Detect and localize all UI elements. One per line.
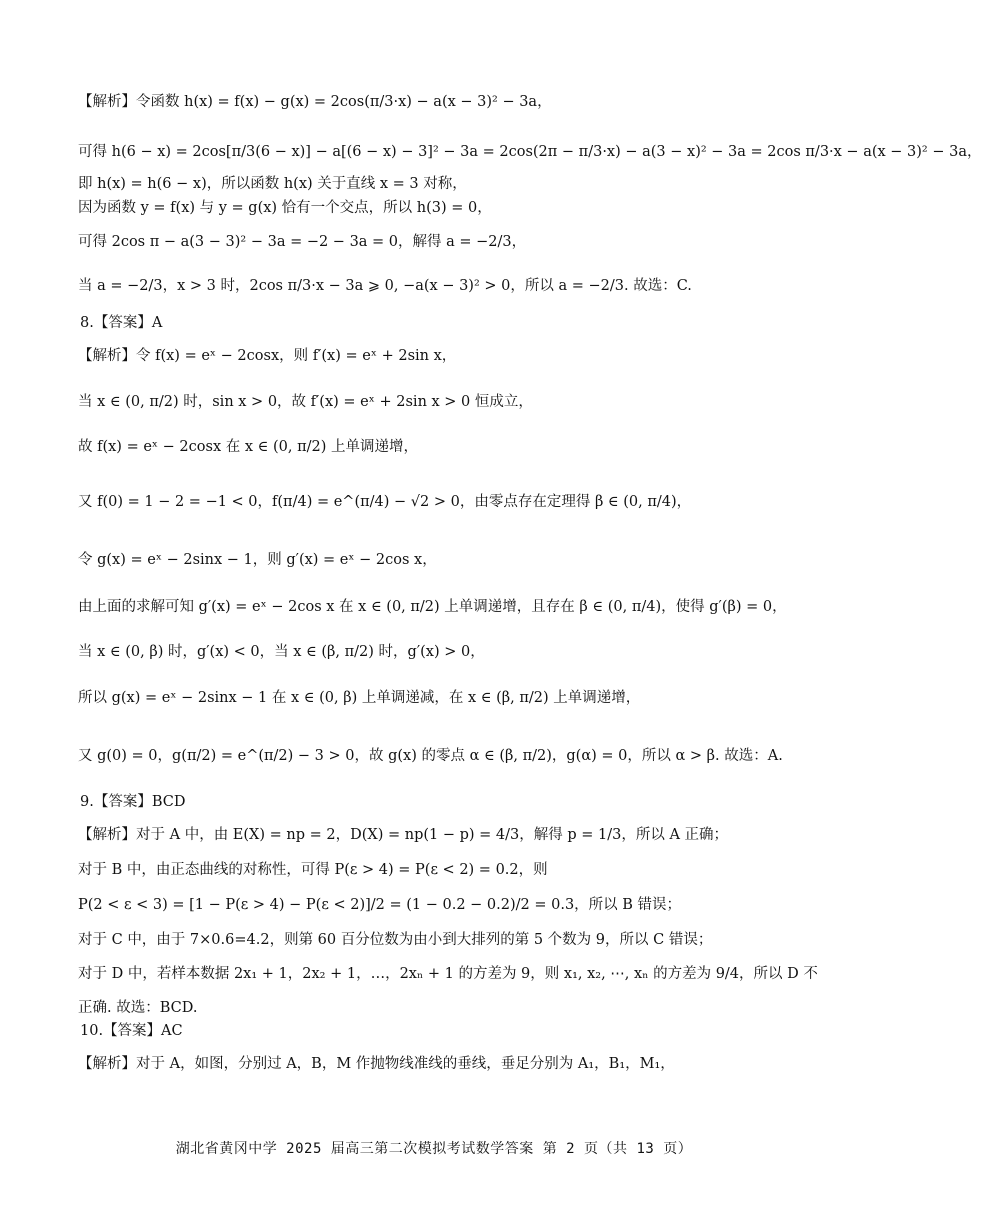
q9-analysis-line3: P(2 < ε < 3) = [1 − P(ε > 4) − P(ε < 2)]/2 = (1 − 0.2 − 0.2)/2 = 0.3，所以 B 错误； xyxy=(78,897,682,913)
q7-analysis-line1: 【解析】令函数 h(x) = f(x) − g(x) = 2cos(π/3·x) − a(x − 3)² − 3a， xyxy=(78,94,552,110)
q7-analysis-line5: 可得 2cos π − a(3 − 3)² − 3a = −2 − 3a = 0，解得 a = −2/3， xyxy=(78,234,527,250)
q9-analysis-line1: 【解析】对于 A 中，由 E(X) = np = 2，D(X) = np(1 − p) = 4/3，解得 p = 1/3，所以 A 正确； xyxy=(78,827,729,843)
q8-analysis-line6: 由上面的求解可知 g′(x) = eˣ − 2cos x 在 x ∈ (0, π/2) 上单调递增，且存在 β ∈ (0, π/4)，使得 g′(β) = 0， xyxy=(78,599,787,615)
q8-analysis-line9: 又 g(0) = 0，g(π/2) = e^(π/2) − 3 > 0，故 g(x) 的零点 α ∈ (β, π/2)，g(α) = 0，所以 α > β. 故选：A. xyxy=(78,748,783,764)
q8-analysis-line8: 所以 g(x) = eˣ − 2sinx − 1 在 x ∈ (0, β) 上单调递减，在 x ∈ (β, π/2) 上单调递增， xyxy=(78,690,641,706)
q9-answer-heading: 9.【答案】BCD xyxy=(80,794,186,810)
q7-analysis-line4: 因为函数 y = f(x) 与 y = g(x) 恰有一个交点，所以 h(3) = 0， xyxy=(78,200,492,216)
q8-analysis-line7: 当 x ∈ (0, β) 时，g′(x) < 0，当 x ∈ (β, π/2) 时，g′(x) > 0， xyxy=(78,644,485,660)
q7-analysis-line3: 即 h(x) = h(6 − x)，所以函数 h(x) 关于直线 x = 3 对称， xyxy=(78,176,467,192)
q8-analysis-line2: 当 x ∈ (0, π/2) 时，sin x > 0，故 f′(x) = eˣ + 2sin x > 0 恒成立， xyxy=(78,394,533,410)
q9-analysis-line5: 对于 D 中，若样本数据 2x₁ + 1，2x₂ + 1，…，2xₙ + 1 的方差为 9，则 x₁, x₂, ⋯, xₙ 的方差为 9/4，所以 D 不 xyxy=(78,966,818,982)
q8-analysis-line3: 故 f(x) = eˣ − 2cosx 在 x ∈ (0, π/2) 上单调递增， xyxy=(78,439,418,455)
q8-analysis-line5: 令 g(x) = eˣ − 2sinx − 1，则 g′(x) = eˣ − 2cos x， xyxy=(78,552,437,568)
q8-analysis-line4: 又 f(0) = 1 − 2 = −1 < 0，f(π/4) = e^(π/4) − √2 > 0，由零点存在定理得 β ∈ (0, π/4)， xyxy=(78,494,692,510)
q10-answer-heading: 10.【答案】AC xyxy=(80,1023,183,1039)
q9-analysis-line4: 对于 C 中，由于 7×0.6=4.2，则第 60 百分位数为由小到大排列的第 5 个数为 9，所以 C 错误； xyxy=(78,932,713,948)
q8-answer-heading: 8.【答案】A xyxy=(80,315,163,331)
q8-analysis-line1: 【解析】令 f(x) = eˣ − 2cosx，则 f′(x) = eˣ + 2sin x， xyxy=(78,348,457,364)
q9-analysis-line2: 对于 B 中，由正态曲线的对称性，可得 P(ε > 4) = P(ε < 2) = 0.2，则 xyxy=(78,862,548,878)
q7-analysis-line2: 可得 h(6 − x) = 2cos[π/3(6 − x)] − a[(6 − x) − 3]² − 3a = 2cos(2π − π/3·x) − a(3 − x)² − 3a = 2cos π/3·x − a(x − 3)² − 3a， xyxy=(78,144,981,160)
q7-analysis-line6: 当 a = −2/3，x > 3 时，2cos π/3·x − 3a ⩾ 0, −a(x − 3)² > 0，所以 a = −2/3. 故选：C. xyxy=(78,278,692,294)
page-footer: 湖北省黄冈中学 2025 届高三第二次模拟考试数学答案 第 2 页（共 13 页） xyxy=(175,1141,693,1157)
q9-analysis-line6: 正确. 故选：BCD. xyxy=(78,1000,198,1016)
q10-analysis-line1: 【解析】对于 A，如图，分别过 A，B，M 作抛物线准线的垂线，垂足分别为 A₁，B₁，M₁， xyxy=(78,1056,675,1072)
